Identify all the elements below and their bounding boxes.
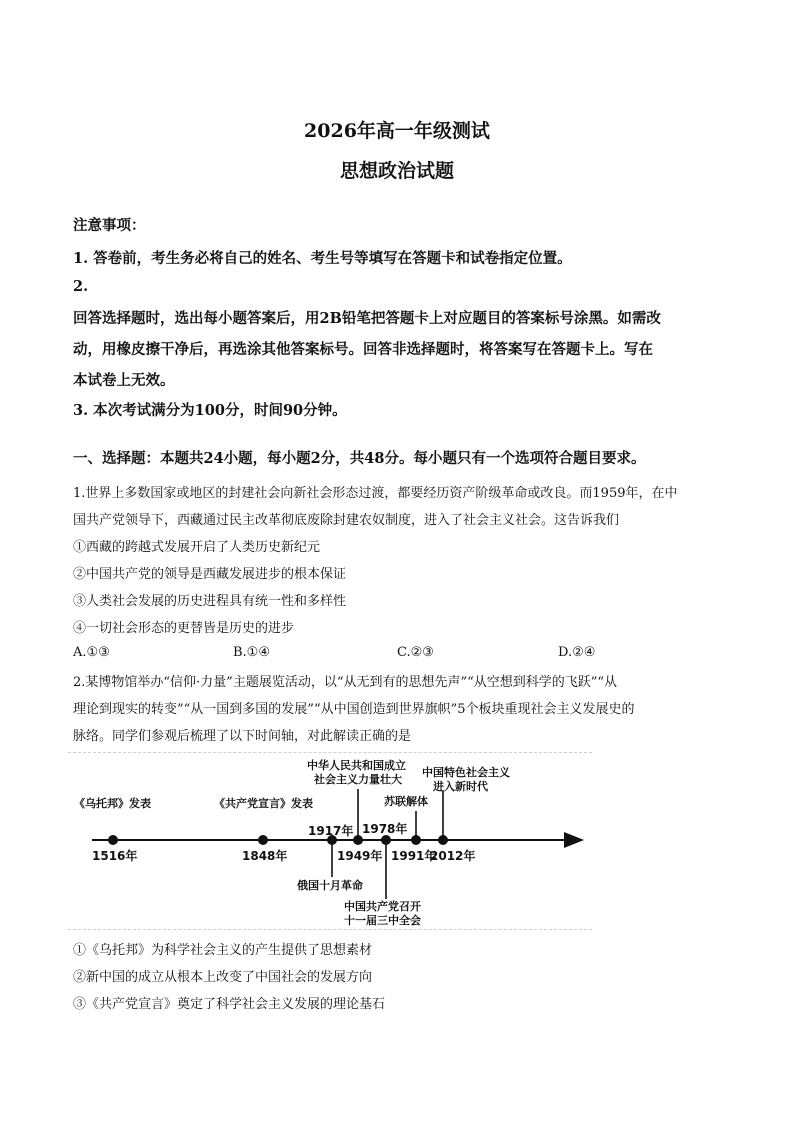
year-1991: 1991年	[391, 849, 437, 863]
page-subtitle: 思想政治试题	[339, 160, 454, 182]
question-1-option-b[interactable]: B.①④	[233, 645, 270, 660]
question-2-statement-1: ①《乌托邦》为科学社会主义的产生提供了思想素材	[73, 943, 373, 958]
notice-item-2-line-1: 回答选择题时，选出每小题答案后，用2B铅笔把答题卡上对应题目的答案标号涂黑。如需改	[73, 310, 661, 327]
event-prc-line-2: 社会主义力量壮大	[314, 773, 402, 786]
event-utopia: 《乌托邦》发表	[74, 797, 151, 810]
question-2-stem-line-1: 2.某博物馆举办“信仰·力量”主题展览活动，以“从无到有的思想先声”“从空想到科学的飞跃”“从	[73, 675, 618, 690]
question-1-option-c[interactable]: C.②③	[397, 645, 434, 660]
question-1-statement-4: ④一切社会形态的更替皆是历史的进步	[73, 621, 295, 636]
event-new-era-line-2: 进入新时代	[433, 780, 488, 793]
year-1917: 1917年	[308, 824, 354, 838]
event-october-revolution: 俄国十月革命	[297, 879, 363, 892]
event-ussr-dissolution: 苏联解体	[384, 795, 428, 808]
notice-item-2-line-3: 本试卷上无效。	[73, 372, 175, 389]
timeline-dot-1848	[258, 835, 268, 845]
question-2-stem-line-3: 脉络。同学们参观后梳理了以下时间轴，对此解读正确的是	[73, 729, 412, 744]
question-2-statement-3: ③《共产党宣言》奠定了科学社会主义发展的理论基石	[73, 997, 386, 1012]
question-1-option-a[interactable]: A.①③	[73, 645, 110, 660]
year-1848: 1848年	[242, 849, 288, 863]
year-1516: 1516年	[92, 849, 138, 863]
timeline-dot-1949	[353, 835, 363, 845]
event-plenum-line-1: 中国共产党召开	[344, 900, 421, 913]
event-plenum-line-2: 十一届三中全会	[344, 914, 421, 927]
timeline-dot-2012	[438, 835, 448, 845]
question-1-option-d[interactable]: D.②④	[558, 645, 596, 660]
question-1-stem-line-1: 1.世界上多数国家或地区的封建社会向新社会形态过渡，都要经历资产阶级革命或改良。而1959年，在中	[73, 486, 678, 501]
timeline-svg	[68, 753, 592, 929]
notice-item-1: 1. 答卷前，考生务必将自己的姓名、考生号等填写在答题卡和试卷指定位置。	[73, 250, 572, 267]
question-1-statement-1: ①西藏的跨越式发展开启了人类历史新纪元	[73, 540, 321, 555]
year-2012: 2012年	[430, 849, 476, 863]
question-1-stem-line-2: 国共产党领导下，西藏通过民主改革彻底废除封建农奴制度，进入了社会主义社会。这告诉我们	[73, 513, 620, 528]
year-1949: 1949年	[337, 849, 383, 863]
question-1-statement-3: ③人类社会发展的历史进程具有统一性和多样性	[73, 594, 347, 609]
timeline-dot-1516	[108, 835, 118, 845]
notice-heading: 注意事项：	[73, 217, 146, 234]
notice-item-3: 3. 本次考试满分为100分，时间90分钟。	[73, 402, 347, 419]
event-manifesto: 《共产党宣言》发表	[214, 797, 313, 810]
timeline-figure	[68, 752, 592, 930]
notice-item-2-line-2: 动，用橡皮擦干净后，再选涂其他答案标号。回答非选择题时，将答案写在答题卡上。写在	[73, 341, 653, 358]
question-1-statement-2: ②中国共产党的领导是西藏发展进步的根本保证	[73, 567, 347, 582]
event-prc-line-1: 中华人民共和国成立	[307, 759, 406, 772]
question-2-statement-2: ②新中国的成立从根本上改变了中国社会的发展方向	[73, 970, 373, 985]
event-new-era-line-1: 中国特色社会主义	[422, 766, 510, 779]
timeline-dot-1991	[411, 835, 421, 845]
section-1-heading: 一、选择题：本题共24小题，每小题2分，共48分。每小题只有一个选项符合题目要求。	[73, 450, 646, 467]
notice-item-2-number: 2.	[73, 278, 89, 295]
question-2-stem-line-2: 理论到现实的转变”“从一国到多国的发展”“从中国创造到世界旗帜”5个板块重现社会主义发展史的	[73, 702, 635, 717]
timeline-dot-1978	[381, 835, 391, 845]
page-title: 2026年高一年级测试	[304, 120, 490, 142]
year-1978: 1978年	[362, 822, 408, 836]
